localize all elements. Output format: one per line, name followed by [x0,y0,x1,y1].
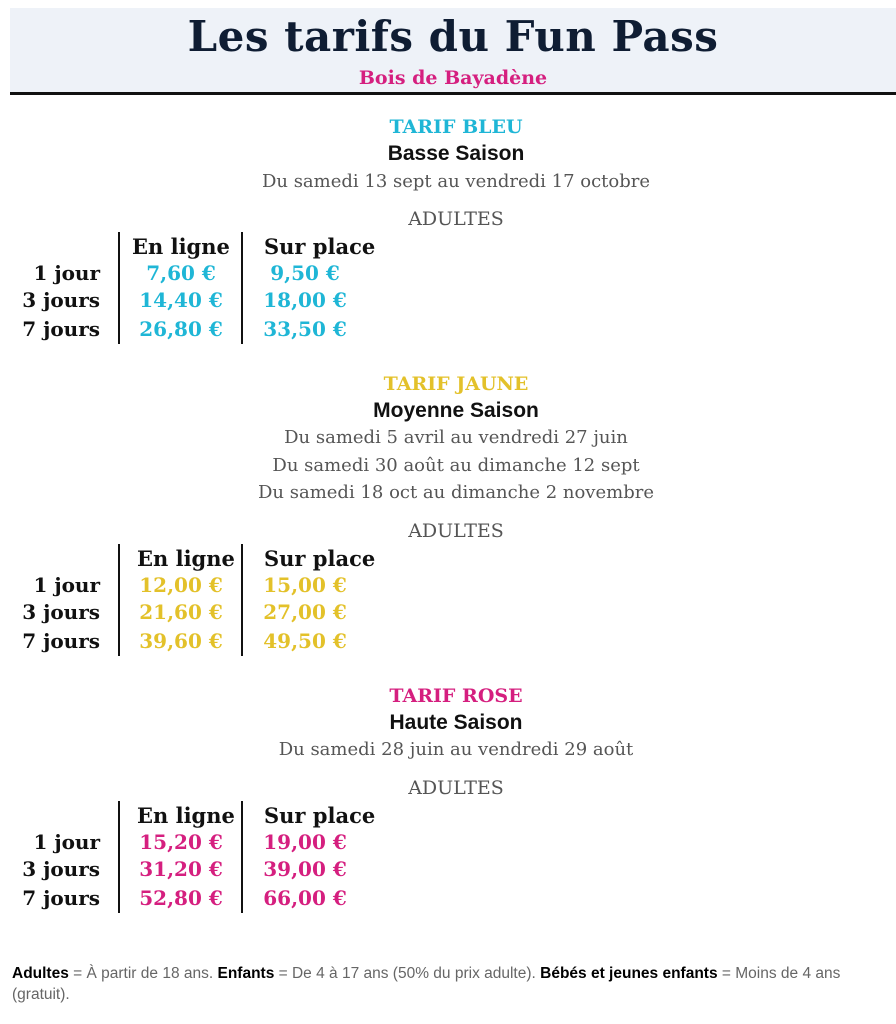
children-term: Enfants [217,965,275,982]
price-online: 12,00 € [139,573,223,597]
row-label: 7 jours [22,317,100,341]
season-label: Moyenne Saison [373,399,539,422]
row-label: 1 jour [33,573,100,597]
price-onsite: 49,50 € [263,629,347,653]
date-range [0,482,896,503]
page-subtitle: Bois de Bayadène [358,67,548,89]
price-onsite: 33,50 € [263,317,347,341]
column-header-onsite: Sur place [264,803,376,828]
table-divider [118,801,120,913]
price-online: 52,80 € [139,886,223,910]
price-onsite: 9,50 € [270,261,340,285]
date-range-text: Du samedi 18 oct au dimanche 2 novembre [258,482,654,503]
row-label: 7 jours [22,629,100,653]
price-online: 14,40 € [139,288,223,312]
price-onsite: 18,00 € [263,288,347,312]
audience-label: ADULTES [408,520,504,542]
row-label: 3 jours [22,600,100,624]
price-online: 39,60 € [139,629,223,653]
row-label: 7 jours [22,886,100,910]
season-label: Haute Saison [389,711,523,734]
column-header-online: En ligne [132,234,230,259]
tarif-label: TARIF BLEU [389,116,523,138]
column-header-online: En ligne [137,803,235,828]
date-range: Du samedi 28 juin au vendredi 29 août [278,739,634,760]
price-onsite: 19,00 € [263,830,347,854]
table-divider [241,232,243,344]
date-range: Du samedi 5 avril au vendredi 27 juin [284,427,628,448]
adults-term: Adultes [12,965,69,982]
table-divider [241,801,243,913]
price-online: 15,20 € [139,830,223,854]
price-onsite: 27,00 € [263,600,347,624]
table-divider [118,544,120,656]
age-definitions-note [12,963,888,1005]
date-range: Du samedi 13 sept au vendredi 17 octobre [261,171,651,192]
table-divider [118,232,120,344]
price-online: 26,80 € [139,317,223,341]
audience-label: ADULTES [408,208,504,230]
date-range: Du samedi 30 août au dimanche 12 sept [272,455,640,476]
tarif-label: TARIF JAUNE [383,373,529,395]
price-onsite: 66,00 € [263,886,347,910]
price-online: 7,60 € [146,261,216,285]
season-label: Basse Saison [387,142,525,165]
adults-definition: = À partir de 18 ans. [68,965,218,982]
row-label: 1 jour [33,261,100,285]
row-label: 3 jours [22,857,100,881]
price-onsite: 15,00 € [263,573,347,597]
tarif-label: TARIF ROSE [389,685,523,707]
row-label: 3 jours [22,288,100,312]
column-header-onsite: Sur place [264,234,376,259]
price-online: 21,60 € [139,600,223,624]
price-table [0,232,400,344]
page-header [10,8,896,95]
price-table [0,544,400,656]
table-divider [241,544,243,656]
price-onsite: 39,00 € [263,857,347,881]
price-table [0,801,400,913]
column-header-onsite: Sur place [264,546,376,571]
price-online: 31,20 € [139,857,223,881]
babies-term: Bébés et jeunes enfants [540,965,718,982]
row-label: 1 jour [33,830,100,854]
audience-label: ADULTES [408,777,504,799]
babies-definition: = Moins de 4 ans (gratuit). [12,965,841,1003]
page-title: Les tarifs du Fun Pass [187,12,719,61]
column-header-online: En ligne [137,546,235,571]
children-definition: = De 4 à 17 ans (50% du prix adulte). [274,965,541,982]
